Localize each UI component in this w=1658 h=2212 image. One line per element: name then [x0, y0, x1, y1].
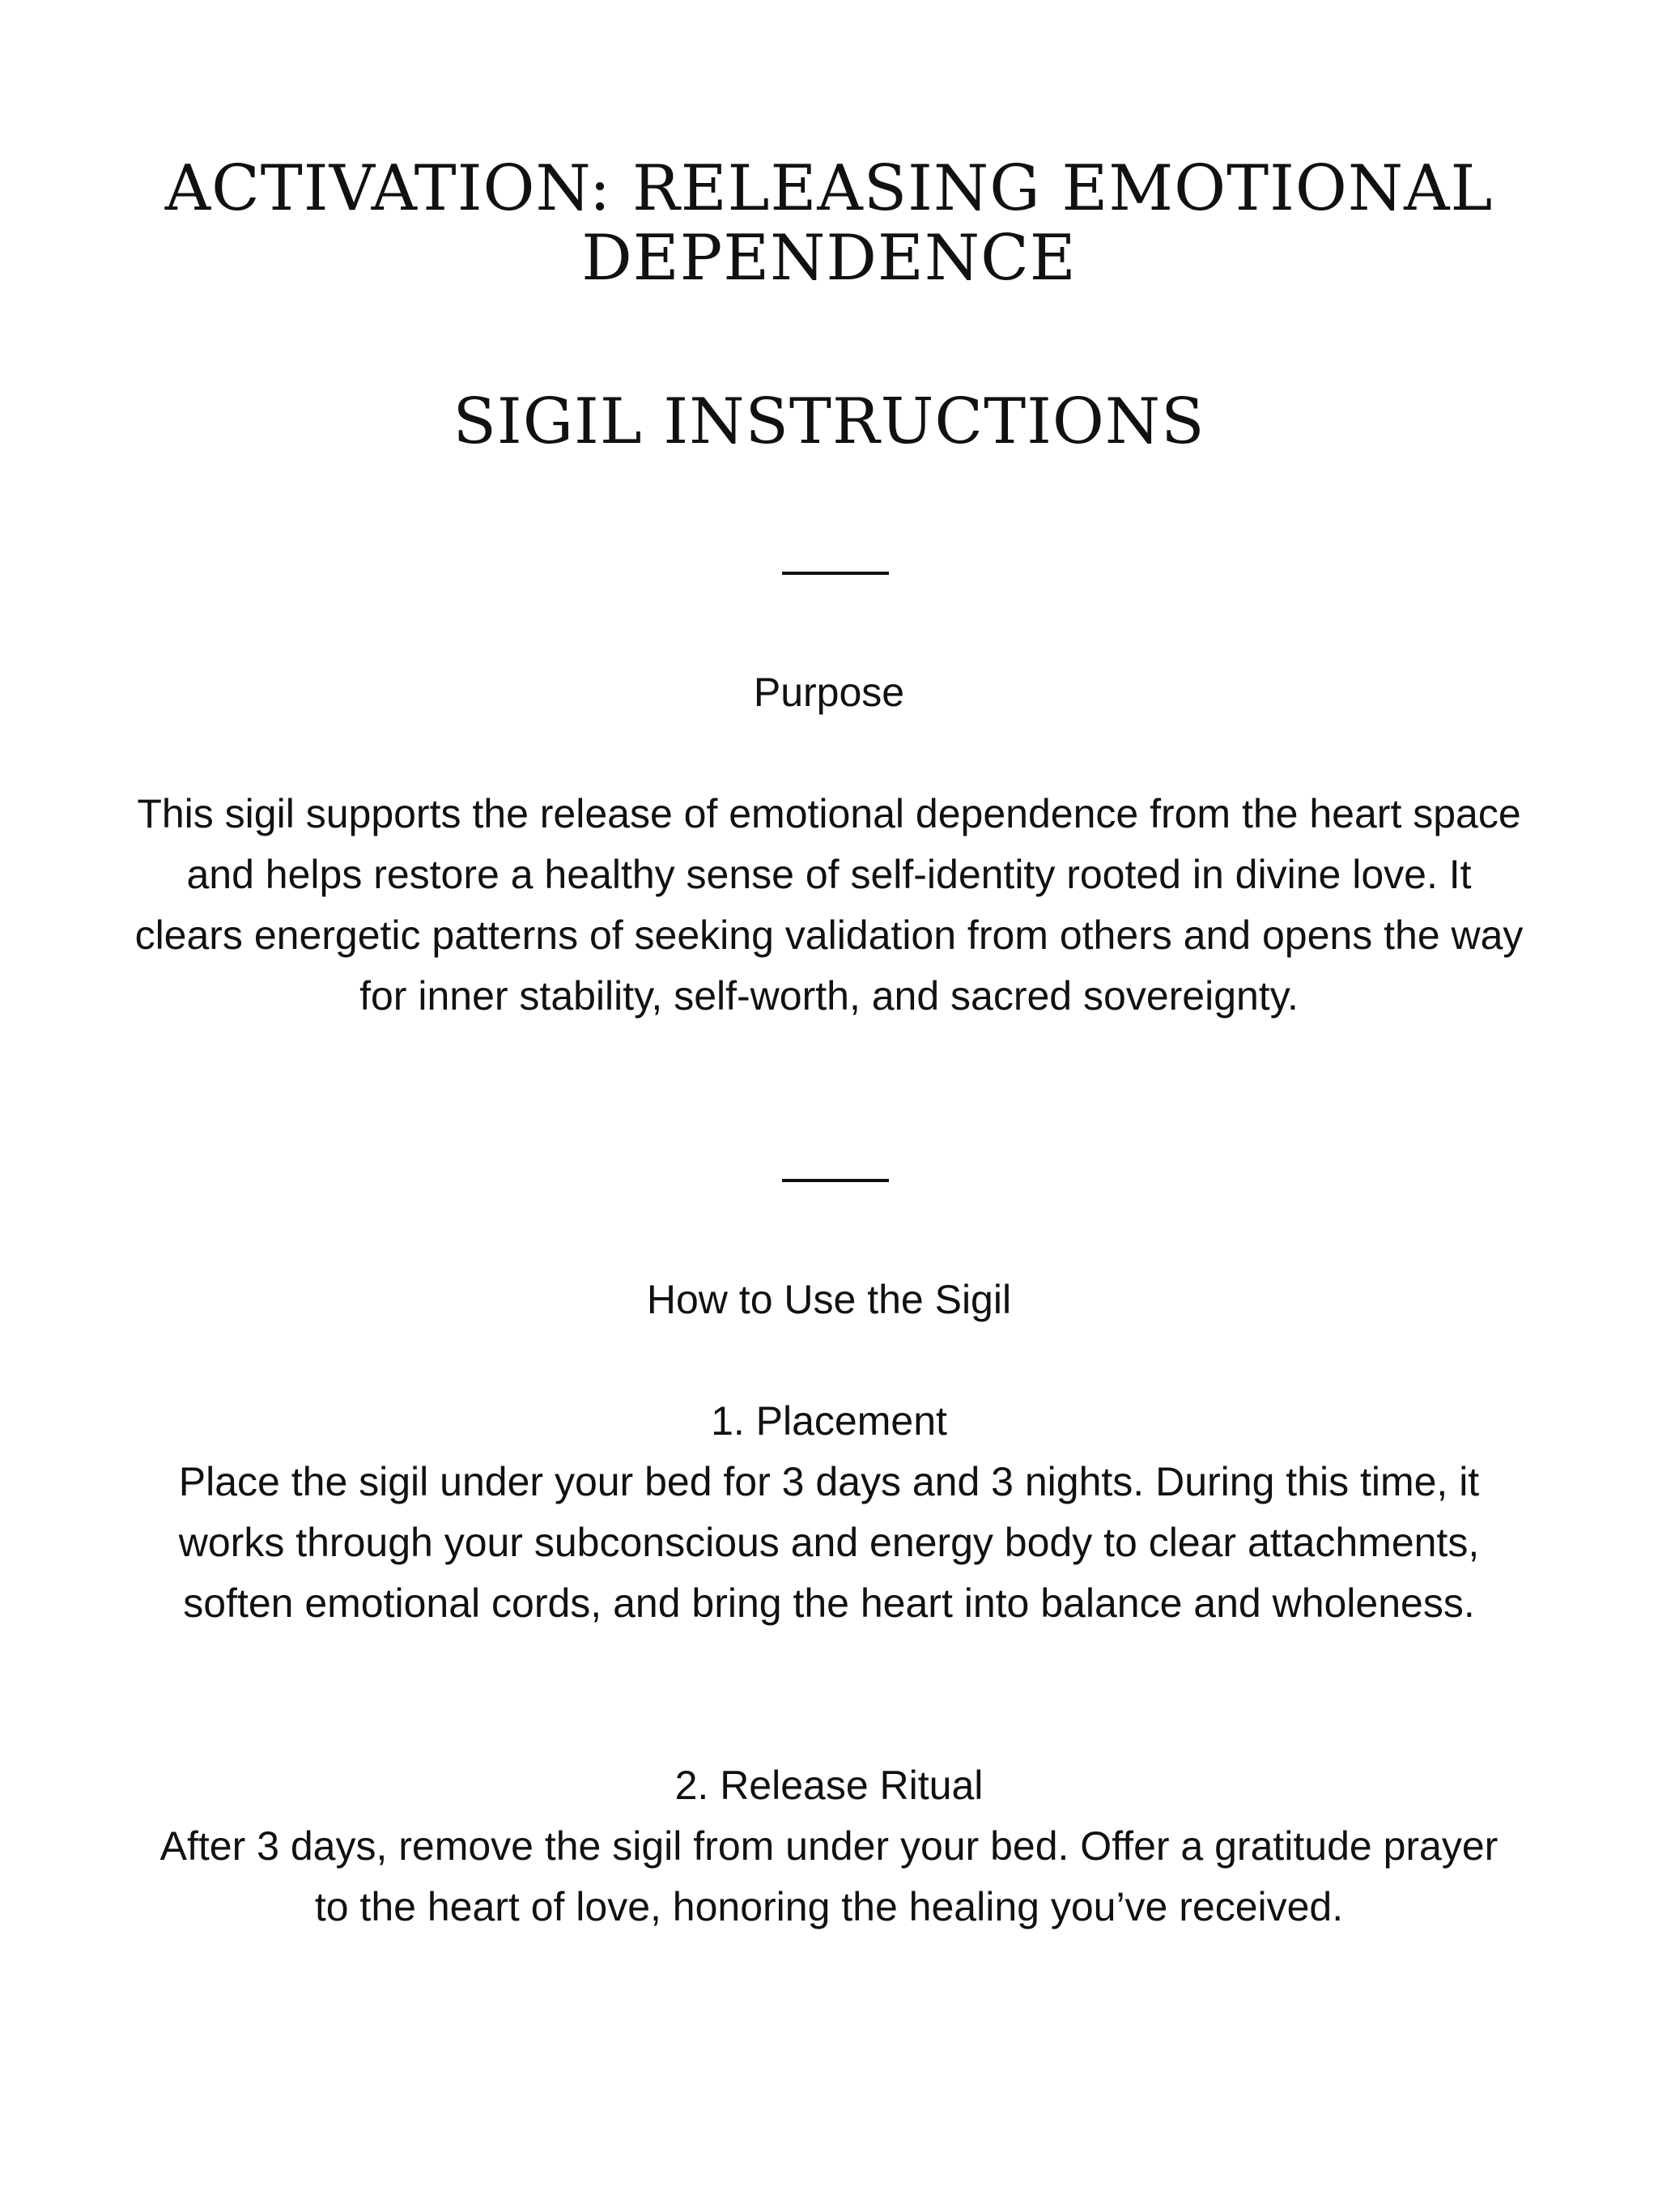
step-title: 1. Placement: [711, 1398, 947, 1444]
step-title: 2. Release Ritual: [674, 1763, 984, 1808]
step-text: After 3 days, remove the sigil from under your bed. Offer a gratitude prayer to the heart of love, honoring the healing you’ve received.: [159, 1823, 1499, 1929]
section-divider: [782, 572, 889, 575]
purpose-text: This sigil supports the release of emotional dependence from the heart space and helps restore a healthy sense of self-identity rooted in divine love. It clears energetic patterns of seeking validation from others and opens the way for inner stability, self-worth, and sacred sovereignty.: [134, 791, 1524, 1019]
purpose-heading: Purpose: [753, 670, 905, 715]
section-divider: [782, 1179, 889, 1182]
page-subtitle: SIGIL INSTRUCTIONS: [453, 385, 1205, 458]
page-title: ACTIVATION: RELEASING EMOTIONAL DEPENDENCE: [164, 152, 1494, 295]
how-to-use-heading: How to Use the Sigil: [646, 1277, 1012, 1322]
step-text: Place the sigil under your bed for 3 days and 3 nights. During this time, it works through your subconscious and energy body to clear attachments, soften emotional cords, and bring the heart into balance and wholeness.: [178, 1459, 1480, 1626]
